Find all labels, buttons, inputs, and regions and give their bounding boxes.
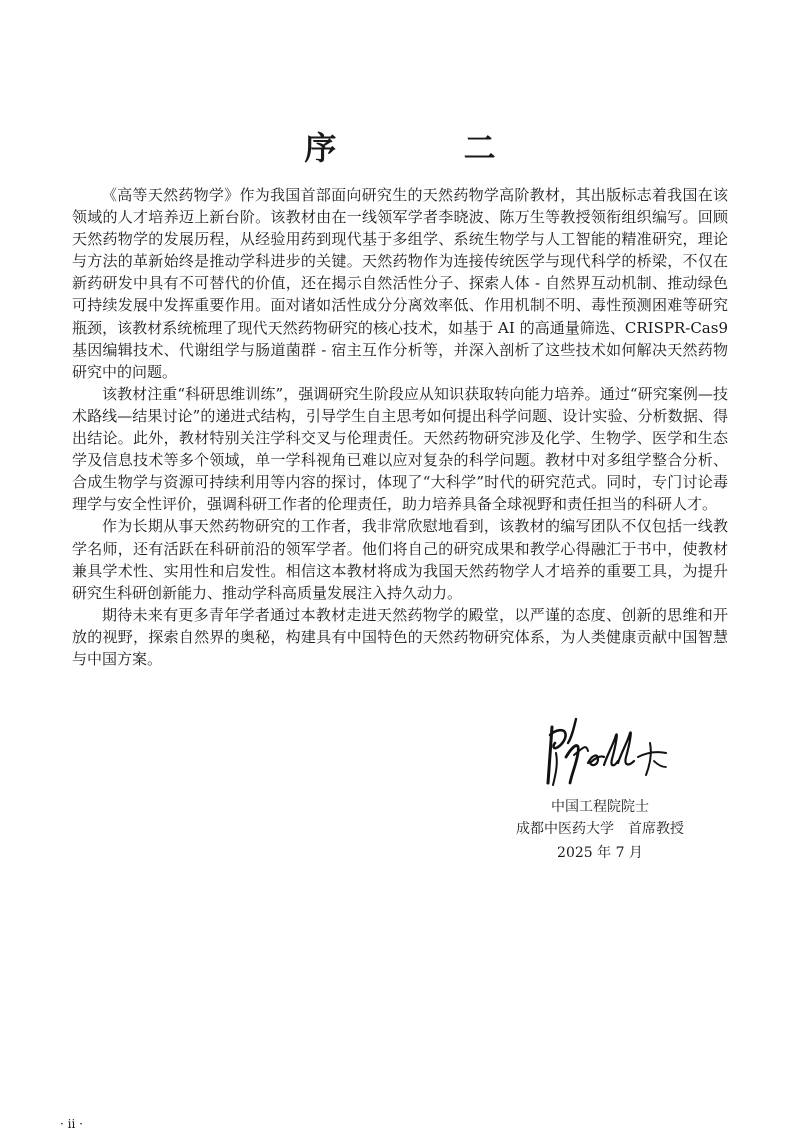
author-affiliation: 成都中医药大学 首席教授 <box>516 821 684 837</box>
paragraph-3: 作为长期从事天然药物研究的工作者，我非常欣慰地看到，该教材的编写团队不仅包括一线教学名师，还有活跃在科研前沿的领军学者。他们将自己的研究成果和教学心得融汇于书中，使教材兼具学术性、实用性和启发性。相信这本教材将成为我国天然药物学人才培养的重要工具，为提升研究生科研创新能力、推动学科高质量发展注入持久动力。 <box>72 517 728 602</box>
paragraph-2: 该教材注重“科研思维训练”，强调研究生阶段应从知识获取转向能力培养。通过“研究案例—技术路线—结果讨论”的递进式结构，引导学生自主思考如何提出科学问题、设计实验、分析数据、得出结论。此外，教材特别关注学科交叉与伦理责任。天然药物研究涉及化学、生物学、医学和生态学及信息技术等多个领域，单一学科视角已难以应对复杂的科学问题。教材中对多组学整合分析、合成生物学与资源可持续利用等内容的探讨，体现了“大科学”时代的研究范式。同时，专门讨论毒理学与安全性评价，强调科研工作者的伦理责任，助力培养具备全球视野和责任担当的科研人才。 <box>72 384 728 514</box>
author-title: 中国工程院院士 <box>551 799 649 815</box>
paragraph-4: 期待未来有更多青年学者通过本教材走进天然药物学的殿堂，以严谨的态度、创新的思维和开放的视野，探索自然界的奥秘，构建具有中国特色的天然药物研究体系，为人类健康贡献中国智慧与中国方案。 <box>72 605 728 668</box>
preface-title: 序 二 <box>304 129 554 167</box>
paragraph-1: 《高等天然药物学》作为我国首部面向研究生的天然药物学高阶教材，其出版标志着我国在该领域的人才培养迈上新台阶。该教材由在一线领军学者李晓波、陈万生等教授领衔组织编写。回顾天然药物学的发展历程，从经验用药到现代基于多组学、系统生物学与人工智能的精准研究，理论与方法的革新始终是推动学科进步的关键。天然药物作为连接传统医学与现代科学的桥梁，不仅在新药研发中具有不可替代的价值，还在揭示自然活性分子、探索人体 - 自然界互动机制、推动绿色可持续发展中发挥重要作用。面对诸如活性成分分离效率低、作用机制不明、毒性预测困难等研究瓶颈，该教材系统梳理了现代天然药物研究的核心技术，如基于 AI 的高通量筛选、CRISPR-Cas9 基因编辑技术、代谢组学与肠道菌群 - 宿主互作分析等，并深入剖析了这些技术如何解决天然药物研究中的问题。 <box>72 186 728 381</box>
handwritten-signature <box>542 713 682 793</box>
preface-date: 2025 年 7 月 <box>557 845 643 861</box>
page-number: · ii · <box>60 1117 83 1131</box>
preface-body <box>72 184 728 670</box>
